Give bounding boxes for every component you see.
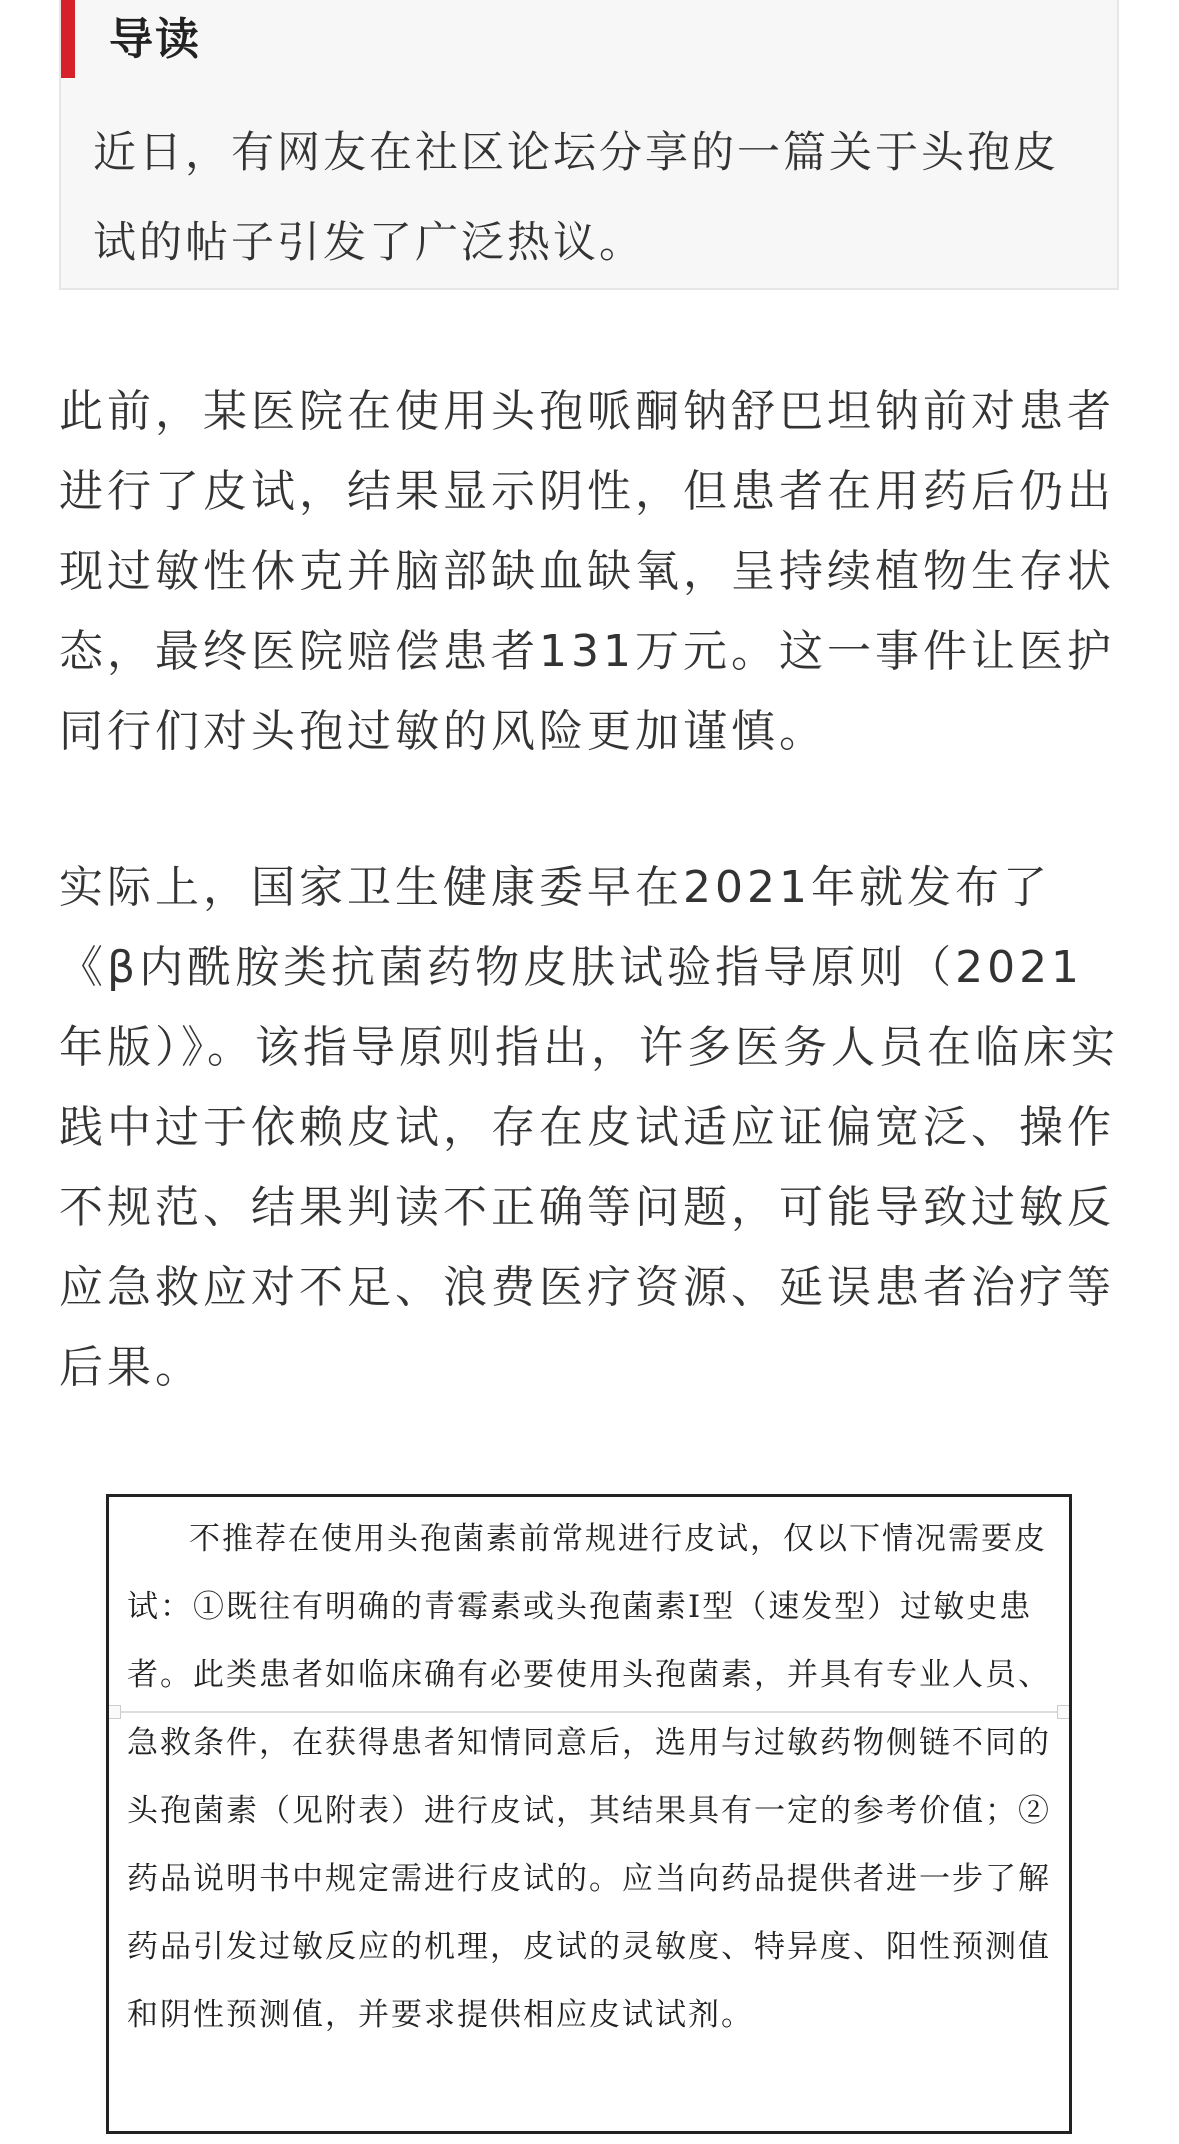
- article-paragraph: 实际上，国家卫生健康委早在2021年就发布了《β内酰胺类抗菌药物皮肤试验指导原则（2021年版）》。该指导原则指出，许多医务人员在临床实践中过于依赖皮试，存在皮试适应证偏宽泛、操作不规范、结果判读不正确等问题，可能导致过敏反应急救应对不足、浪费医疗资源、延误患者治疗等后果。: [59, 862, 1119, 1393]
- guide-text: 近日，有网友在社区论坛分享的一篇关于头孢皮试的帖子引发了广泛热议。: [93, 128, 1059, 268]
- guide-title: 导读: [109, 14, 201, 65]
- article-paragraph: 此前，某医院在使用头孢哌酮钠舒巴坦钠前对患者进行了皮试，结果显示阴性，但患者在用药后仍出现过敏性休克并脑部缺血缺氧，呈持续植物生存状态，最终医院赔偿患者131万元。这一事件让医护同行们对头孢过敏的风险更加谨慎。: [59, 386, 1115, 757]
- guide-accent-bar: [61, 0, 75, 78]
- document-excerpt-text: 不推荐在使用头孢菌素前常规进行皮试，仅以下情况需要皮试：①既往有明确的青霉素或头孢菌素Ⅰ型（速发型）过敏史患者。此类患者如临床确有必要使用头孢菌素，并具有专业人员、急救条件，在获得患者知情同意后，选用与过敏药物侧链不同的头孢菌素（见附表）进行皮试，其结果具有一定的参考价值；②药品说明书中规定需进行皮试的。应当向药品提供者进一步了解药品引发过敏反应的机理，皮试的灵敏度、特异度、阳性预测值和阴性预测值，并要求提供相应皮试试剂。: [127, 1521, 1051, 2033]
- guide-card: [59, 0, 1119, 290]
- scan-seam-marker-left: [107, 1705, 121, 1719]
- scan-seam-marker-right: [1057, 1705, 1071, 1719]
- document-excerpt-image: [106, 1494, 1072, 2134]
